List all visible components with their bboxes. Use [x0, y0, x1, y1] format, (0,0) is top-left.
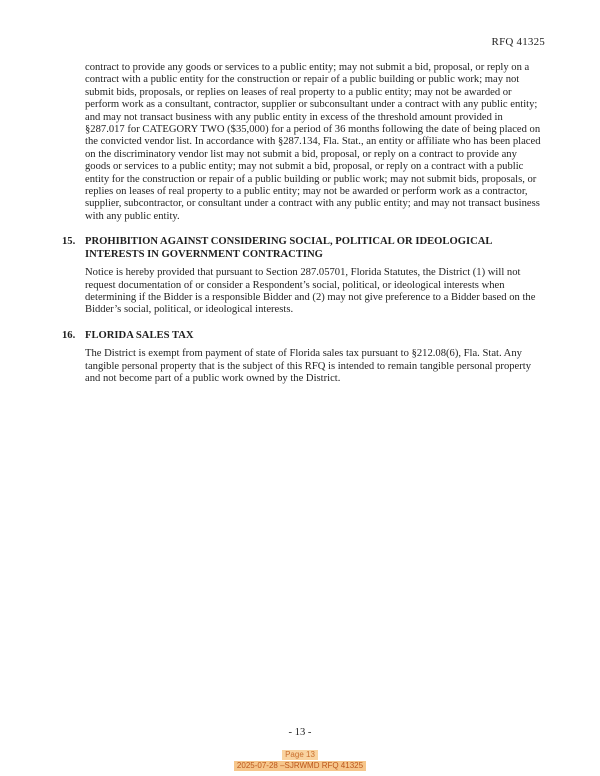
continuation-paragraph: contract to provide any goods or services to a public entity; may not submit a bid, proposal, or reply on a contract with a public entity for the construction or repair of a public building or public work; may not submit bids, proposals, or replies on leases of real property to a public entity; may not be awarded or perform work as a consultant, contractor, supplier or subconsultant under a contract with any public entity; and may not transact business with any public entity in excess of the threshold amount provided in §287.017 for CATEGORY TWO ($35,000) for a period of 36 months following the date of being placed on the convicted vendor list. In accordance with §287.134, Fla. Stat., an entity or affiliate who has been placed on the discriminatory vendor list may not submit a bid, proposal, or reply on a contract to provide any goods or services to a public entity; may not submit a bid, proposal, or reply on a contract with a public entity for the construction or repair of a public building or public work; may not submit bids, proposals, or replies on leases of real property to a public entity; may not be awarded or perform work as a contractor, supplier, subcontractor, or consultant under a contract with any public entity; and may not transact business with any public entity.	[85, 62, 541, 222]
annotation-line: Page 13	[282, 750, 318, 760]
section-16-paragraph: The District is exempt from payment of state of Florida sales tax pursuant to §212.08(6), Fla. Stat. Any tangible personal property that is the subject of this RFQ is intended to remain tangible personal property and not become part of a public work owned by the District.	[85, 348, 532, 384]
section-15-paragraph: Notice is hereby provided that pursuant to Section 287.05701, Florida Statutes, the District (1) will not request documentation of or consider a Respondent’s social, political, or ideological interests when determining if the Bidder is a responsible Bidder and (2) may not give preference to a Bidder based on the Bidder’s social, political, or ideological interests.	[85, 267, 536, 316]
section-15-number: 15.	[62, 236, 76, 248]
section-16-heading	[62, 330, 544, 342]
annotation-line: 2025-07-28 –SJRWMD RFQ 41325	[234, 761, 366, 771]
section-15-heading	[62, 236, 544, 261]
section-16-number: 16.	[62, 329, 76, 341]
page-number: - 13 -	[288, 727, 312, 738]
doc-reference: RFQ 41325	[491, 36, 545, 48]
footer-annotations	[0, 750, 600, 771]
page-content	[62, 62, 544, 398]
section-16-title: FLORIDA SALES TAX	[85, 329, 194, 341]
section-15-title: PROHIBITION AGAINST CONSIDERING SOCIAL, POLITICAL OR IDEOLOGICAL INTERESTS IN GOVERNMENT CONTRACTING	[85, 236, 492, 260]
section-15	[62, 236, 544, 316]
section-16	[62, 330, 544, 386]
